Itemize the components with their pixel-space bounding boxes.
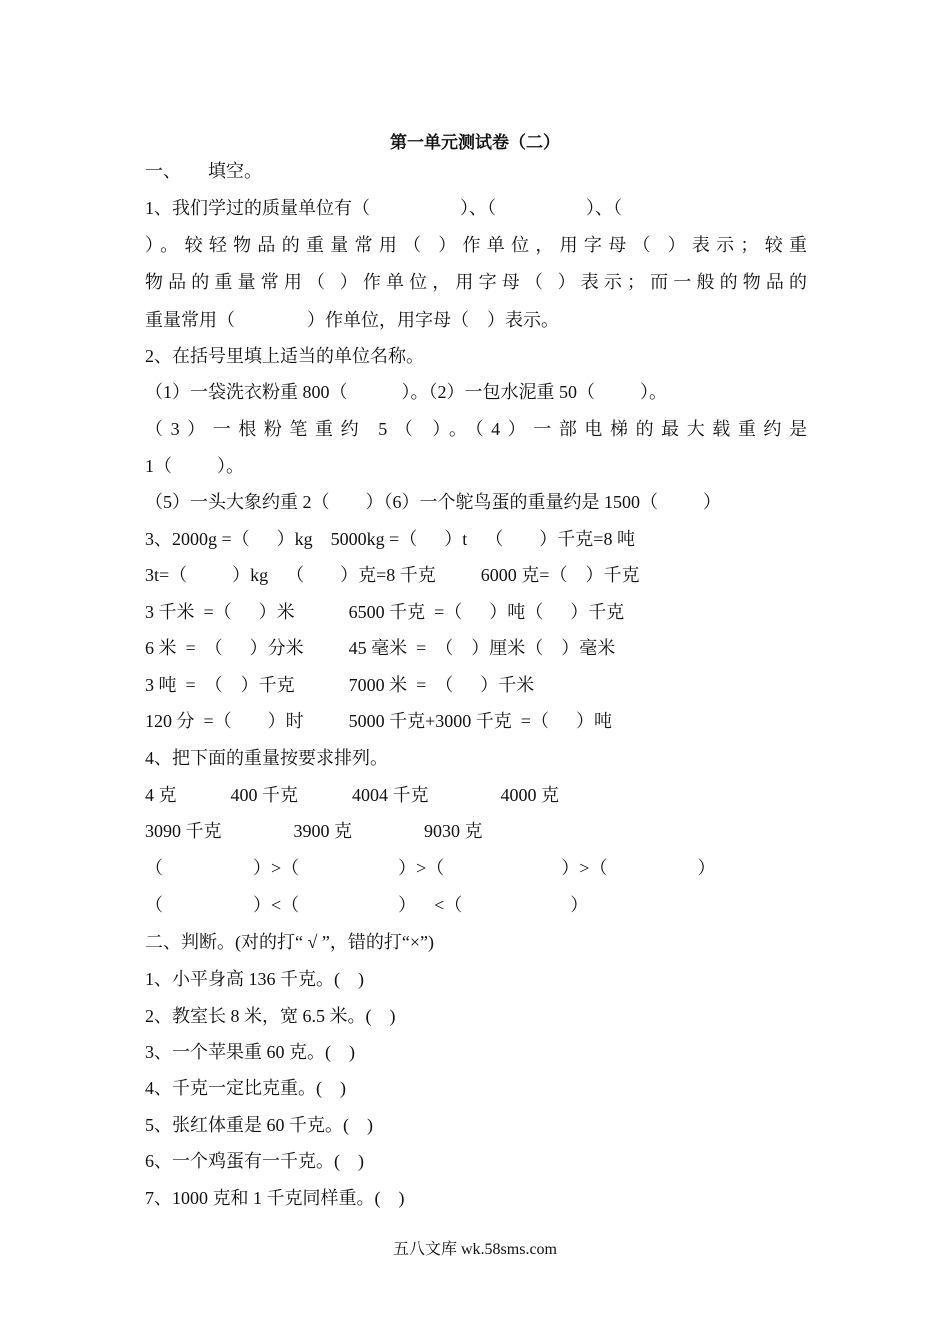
footer-watermark: 五八文库 wk.58sms.com — [392, 1241, 557, 1258]
q2-heading: 2、在括号里填上适当的单位名称。 — [145, 346, 424, 366]
q3-row: 3t=（ ）kg （ ）克=8 千克 6000 克=（ ）千克 — [145, 565, 640, 585]
judge-item: 4、千克一定比克重。( ) — [145, 1078, 346, 1098]
judge-item: 6、一个鸡蛋有一千克。( ) — [145, 1151, 364, 1171]
q1-line3: 物品的重量常用（ ）作单位，用字母（ ）表示；而一般的物品的 — [145, 272, 807, 292]
q3-row: 120 分 =（ ）时 5000 千克+3000 千克 =（ ）吨 — [145, 711, 612, 731]
q2-line2: （1）一袋洗衣粉重 800（ ）。（2）一包水泥重 50（ ）。 — [145, 382, 667, 402]
section1-heading: 一、 填空。 — [145, 161, 262, 181]
q2-line5: （5）一头大象约重 2（ ）（6）一个鸵鸟蛋的重量约是 1500（ ） — [145, 492, 721, 512]
q3-row: 3、2000g =（ ）kg 5000kg =（ ）t （ ）千克=8 吨 — [145, 529, 635, 549]
judge-item: 2、教室长 8 米，宽 6.5 米。( ) — [145, 1006, 396, 1026]
q2-line4: 1（ ）。 — [145, 456, 244, 476]
q1-line2: ）。较轻物品的重量常用（ ）作单位，用字母（ ）表示；较重 — [145, 235, 807, 255]
q4-less-than-order: （ ）<（ ） <（ ） — [145, 895, 589, 915]
q2-line3: （3）一根粉笔重约 5（ ）。（4）一部电梯的最大载重约是 — [145, 419, 807, 439]
q3-row: 3 吨 = （ ）千克 7000 米 = （ ）千米 — [145, 675, 535, 695]
q4-heading: 4、把下面的重量按要求排列。 — [145, 748, 388, 768]
judge-item: 5、张红体重是 60 千克。( ) — [145, 1115, 373, 1135]
judge-item: 1、小平身高 136 千克。( ) — [145, 969, 364, 989]
page-title: 第一单元测试卷（二） — [390, 133, 560, 152]
q1-line1: 1、我们学过的质量单位有（ ）、（ ）、（ — [145, 198, 622, 218]
judge-item: 7、1000 克和 1 千克同样重。( ) — [145, 1188, 405, 1208]
section2-heading: 二、判断。(对的打“ √ ”，错的打“×”) — [145, 932, 434, 952]
judge-item: 3、一个苹果重 60 克。( ) — [145, 1042, 355, 1062]
q1-line4: 重量常用（ ）作单位，用字母（ ）表示。 — [145, 310, 559, 330]
q4-greater-than-order: （ ）>（ ）>（ ）>（ ） — [145, 858, 716, 878]
q3-row: 3 千米 =（ ）米 6500 千克 =（ ）吨（ ）千克 — [145, 602, 625, 622]
q3-row: 6 米 = （ ）分米 45 毫米 = （ ）厘米（ ）毫米 — [145, 638, 616, 658]
q4-weights-row2: 3090 千克 3900 克 9030 克 — [145, 821, 483, 841]
q4-weights-row1: 4 克 400 千克 4004 千克 4000 克 — [145, 785, 559, 805]
